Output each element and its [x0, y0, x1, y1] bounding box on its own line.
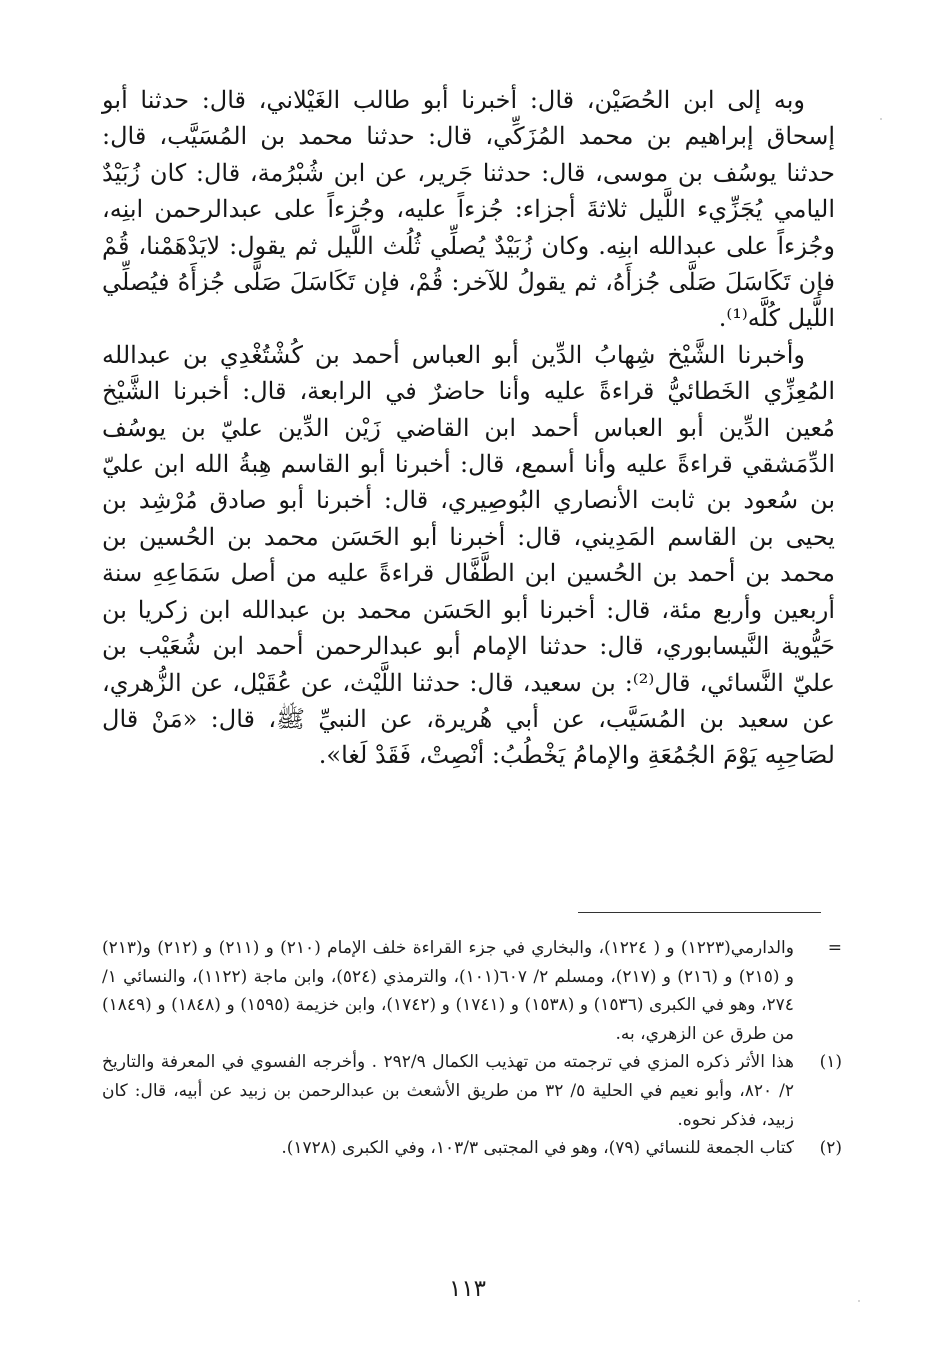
footnote-2 — [102, 1134, 842, 1163]
footnote-marker: = — [827, 938, 842, 958]
footnote-text: والدارمي(١٢٢٣) و ( ١٢٢٤)، والبخاري في جزء القراءة خلف الإمام (٢١٠) و (٢١١) و (٢١٢) و(٢١٣) و (٢١٥) و (٢١٦) و (٢١٧)، ومسلم ٢/ ٦٠٧(١٠١)، والترمذي (٥٢٤)، وابن ماجة (١١٢٢)، والنسائي ١/ ٢٧٤، وهو في الكبرى (١٥٣٦) و (١٥٣٨) و (١٧٤١) و (١٧٤٢)، وابن خزيمة (١٥٩٥) و (١٨٤٨) و (١٨٤٩) من طرق عن الزهري، به. — [102, 938, 794, 1044]
footnote-text: هذا الأثر ذكره المزي في ترجمته من تهذيب الكمال ٢٩٢/٩ . وأخرجه الفسوي في المعرفة والتاريخ ٢/ ٨٢٠، وأبو نعيم في الحلية ٥/ ٣٢ من طريق الأشعث بن عبدالرحمن بن زبيد عن أبيه، قال: كان زبيد، فذكر نحوه. — [102, 1052, 794, 1130]
page-number: ١١٣ — [448, 1276, 487, 1302]
footnotes — [102, 934, 842, 1163]
main-text — [102, 82, 835, 774]
footnote-continued — [102, 934, 842, 1048]
paragraph-2: وأخبرنا الشَّيْخ شِهابُ الدِّين أبو العباس أحمد بن كُشْتُغْدِي بن عبدالله المُعِزِّي الخَطائيُّ قراءةً عليه وأنا حاضرٌ في الرابعة، قال: أخبرنا الشَّيْخ مُعين الدِّين أبو العباس أحمد ابن القاضي زَيْن الدِّين عليّ بن يوسُف الدِّمَشقي قراءةً عليه وأنا أسمع، قال: أخبرنا أبو القاسم هِبةُ الله ابن عليّ بن سُعود بن ثابت الأنصاري البُوصِيري، قال: أخبرنا أبو صادق مُرْشِد بن يحيى بن القاسم المَدِيني، قال: أخبرنا أبو الحَسَن محمد بن الحُسين بن محمد بن أحمد بن الحُسين ابن الطَّفَّال قراءةً عليه من أصل سَمَاعِهِ سنة أربعين وأربع مئة، قال: أخبرنا أبو الحَسَن محمد بن عبدالله ابن زكريا بن حَيُّوية النَّيسابوري، قال: حدثنا الإمام أبو عبدالرحمن أحمد ابن شُعَيْب بن عليّ النَّسائي، قال⁽²⁾: بن سعيد، قال: حدثنا اللَّيْث، عن عُقَيْل، عن الزُّهري، عن سعيد بن المُسَيَّب، عن أبي هُريرة، عن النبيِّ ﷺ، قال: «مَنْ قال لصَاحِبِه يَوْمَ الجُمُعَةِ والإمامُ يَخْطُبُ: أنْصِتْ، فَقَدْ لَغا». — [102, 340, 835, 770]
footnote-1 — [102, 1048, 842, 1134]
footnote-marker: (٢) — [819, 1138, 842, 1159]
footnote-marker: (١) — [819, 1052, 842, 1073]
footnote-text: كتاب الجمعة للنسائي (٧٩)، وهو في المجتبى ١٠٣/٣، وفي الكبرى (١٧٢٨). — [281, 1138, 794, 1159]
scan-speck — [858, 1300, 860, 1302]
paragraph-1: وبه إلى ابن الحُصَيْن، قال: أخبرنا أبو طالب الغَيْلاني، قال: حدثنا أبو إسحاق إبراهيم بن محمد المُزَكِّي، قال: حدثنا محمد بن المُسَيَّب، قال: حدثنا يوسُف بن موسى، قال: حدثنا جَرير، عن ابن شُبْرُمة، قال: كان زُبَيْدٌ اليامي يُجَزِّيء اللَّيل ثلاثةَ أجزاء: جُزءاً عليه، وجُزءاً على عبدالرحمن ابنِه، وجُزءاً على عبدالله ابنِه. وكان زُبَيْدٌ يُصلِّي ثُلُث اللَّيل ثم يقول: لايَدْهَمْنا، قُمْ فإن تَكَاسَلَ صَلَّى جُزأَهُ، ثم يقولُ للآخر: قُمْ، فإن تَكَاسَلَ صَلَّى جُزأَهُ فيُصلِّي اللَّيل كُلَّه⁽¹⁾. — [102, 86, 835, 333]
scan-speck — [880, 118, 882, 120]
footnote-divider — [578, 912, 821, 913]
